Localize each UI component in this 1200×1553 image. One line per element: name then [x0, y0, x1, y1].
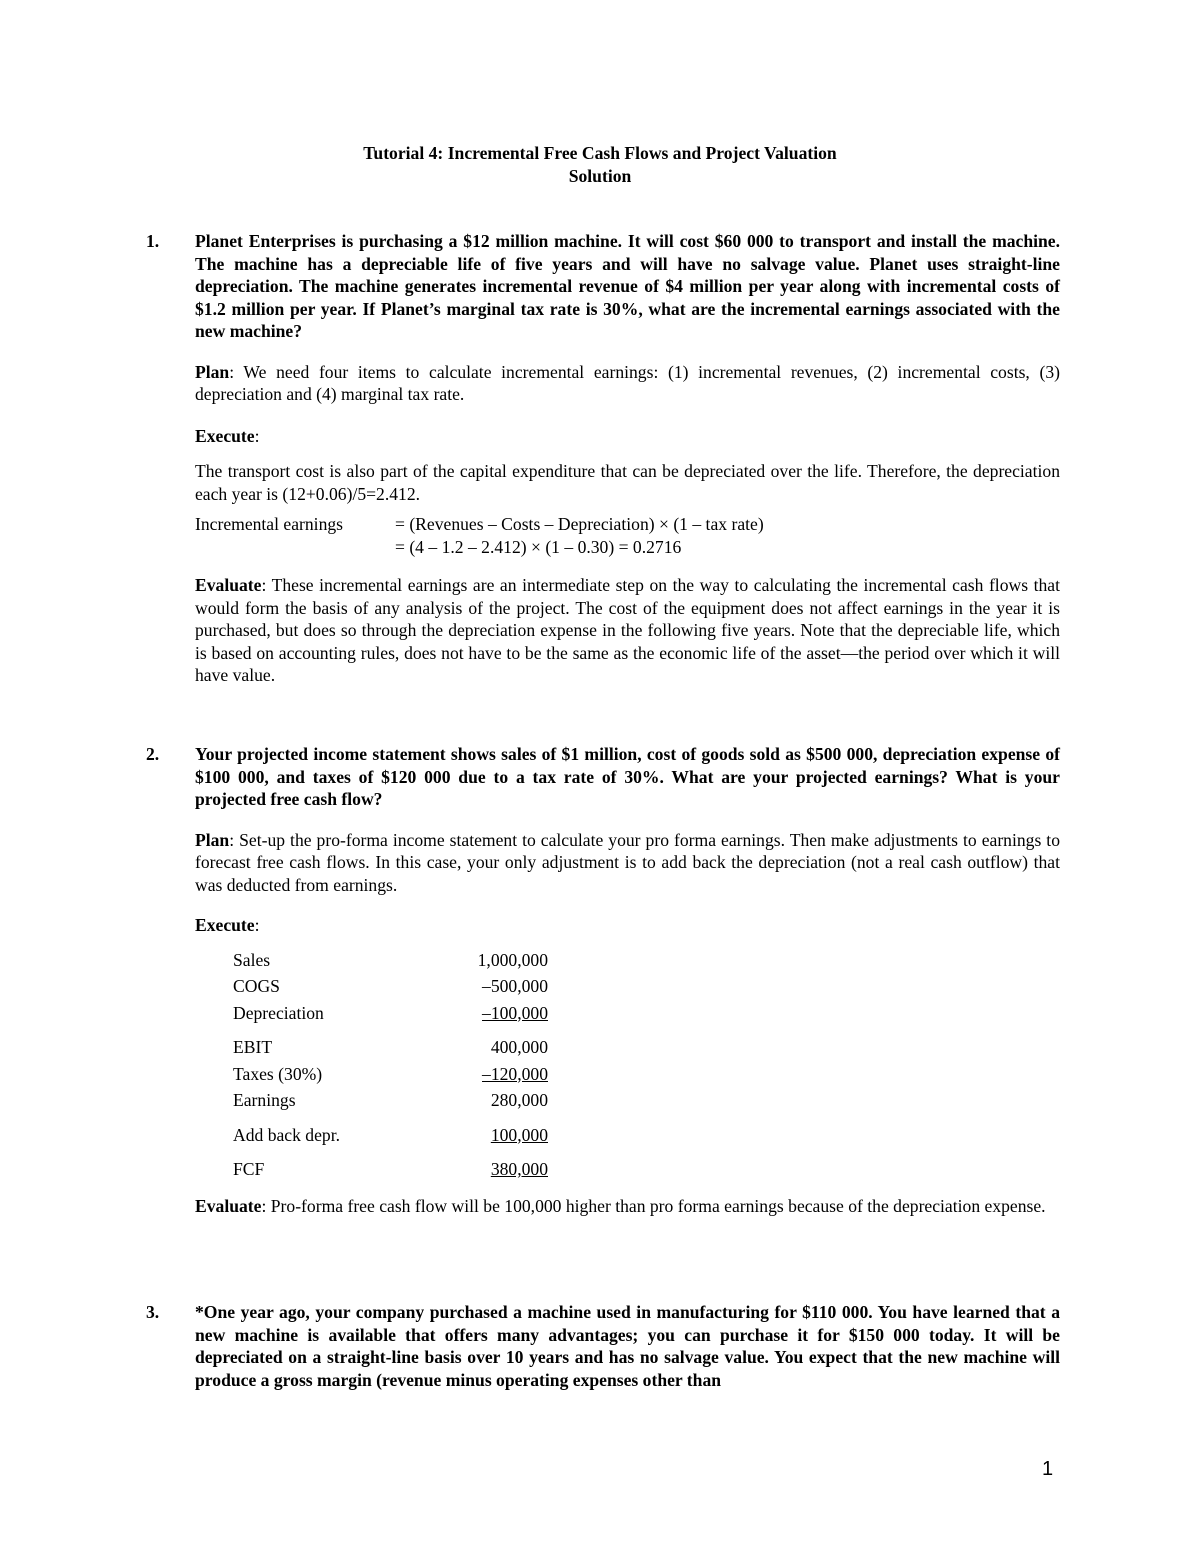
execute-label: Execute	[195, 915, 255, 935]
row-value: –100,000	[482, 1002, 548, 1023]
row-value: –120,000	[482, 1063, 548, 1084]
plan-label: Plan	[195, 829, 230, 850]
plan-label: Plan	[195, 361, 230, 382]
plan-text: : Set-up the pro-forma income statement to calculate your pro forma earnings. Then make adjustments to earnings to forecast free cash flows. In this case, your only adjustment is to add back the depreciation (not a real cash outflow) that was deducted from earnings.	[195, 829, 1060, 895]
question-2	[146, 743, 1060, 1217]
table-row	[233, 949, 548, 976]
evaluate-label: Evaluate	[195, 575, 262, 595]
plan-paragraph	[195, 829, 1060, 897]
equation-line-1: = (Revenues – Costs – Depreciation) × (1 – tax rate)	[395, 514, 764, 534]
execute-heading	[195, 914, 1060, 937]
evaluate-text: : Pro-forma free cash flow will be 100,000 higher than pro forma earnings because of the depreciation expense.	[261, 1195, 1046, 1216]
question-text: *One year ago, your company purchased a machine used in manufacturing for $110 000. You have learned that a new machine is available that offers many advantages; you can purchase it for $150 000 today. It will be depreciated on a straight-line basis over 10 years and has no salvage value. You expect that the new machine will produce a gross margin (revenue minus operating expenses other than	[195, 1302, 1060, 1390]
row-label: FCF	[233, 1159, 265, 1179]
document-subtitle: Solution	[568, 165, 632, 186]
row-value: 380,000	[490, 1159, 548, 1179]
plan-text: : We need four items to calculate incremental earnings: (1) incremental revenues, (2) incremental costs, (3) depreciation and (4) marginal tax rate.	[195, 361, 1060, 404]
income-statement-table	[233, 949, 548, 1185]
question-3	[146, 1301, 1060, 1391]
table-row	[233, 975, 548, 1002]
row-value: 1,000,000	[477, 949, 548, 970]
execute-heading	[195, 425, 1060, 448]
evaluate-paragraph	[195, 1195, 1060, 1218]
question-number: 3.	[146, 1302, 160, 1322]
execute-colon: :	[254, 915, 260, 935]
equation-line-2: = (4 – 1.2 – 2.412) × (1 – 0.30) = 0.2716	[395, 536, 682, 557]
row-label: COGS	[233, 976, 280, 996]
row-label: Depreciation	[233, 1002, 324, 1023]
evaluate-label: Evaluate	[195, 1195, 262, 1216]
evaluate-paragraph	[195, 574, 1060, 687]
execute-colon: :	[254, 425, 260, 446]
row-value: –500,000	[482, 976, 548, 996]
question-number: 1.	[146, 231, 160, 251]
question-text: Planet Enterprises is purchasing a $12 million machine. It will cost $60 000 to transport and install the machine. The machine has a depreciable life of five years and will have no salvage value. Planet uses straight-line depreciation. The machine generates incremental revenue of $4 million per year along with incremental costs of $1.2 million per year. If Planet’s marginal tax rate is 30%, what are the incremental earnings associated with the new machine?	[195, 231, 1060, 341]
row-label: EBIT	[233, 1037, 273, 1057]
plan-paragraph	[195, 361, 1060, 406]
document-title: Tutorial 4: Incremental Free Cash Flows and Project Valuation	[363, 143, 837, 163]
page-title	[0, 142, 1200, 187]
row-value: 280,000	[490, 1090, 548, 1110]
equation-label: Incremental earnings	[195, 514, 344, 534]
table-row	[233, 1063, 548, 1090]
row-label: Taxes (30%)	[233, 1063, 323, 1084]
execute-text: The transport cost is also part of the capital expenditure that can be depreciated over the life. Therefore, the depreciation each year is (12+0.06)/5=2.412.	[195, 461, 1060, 504]
row-label: Earnings	[233, 1090, 296, 1110]
execute-label: Execute	[195, 425, 255, 446]
question-number: 2.	[146, 744, 160, 764]
row-label: Add back depr.	[233, 1124, 340, 1145]
evaluate-text: : These incremental earnings are an intermediate step on the way to calculating the incremental cash flows that would form the basis of any analysis of the project. The cost of the equipment does not affect earnings in the year it is purchased, but does so through the depreciation expense in the following five years. Note that the depreciable life, which is based on accounting rules, does not have to be the same as the economic life of the asset—the period over which it will have value.	[195, 575, 1060, 685]
table-row	[233, 1089, 548, 1116]
page-number: 1	[1042, 1458, 1054, 1480]
table-row	[233, 1116, 548, 1151]
question-text: Your projected income statement shows sales of $1 million, cost of goods sold as $500 000, depreciation expense of $100 000, and taxes of $120 000 due to a tax rate of 30%. What are your projected earnings? What is your projected free cash flow?	[195, 744, 1060, 809]
table-row	[233, 1028, 548, 1063]
row-value: 100,000	[490, 1124, 548, 1145]
table-row	[233, 1150, 548, 1185]
question-1	[146, 230, 1060, 687]
row-value: 400,000	[490, 1037, 548, 1057]
table-row	[233, 1002, 548, 1029]
earnings-equation	[195, 513, 1060, 558]
row-label: Sales	[233, 949, 271, 970]
